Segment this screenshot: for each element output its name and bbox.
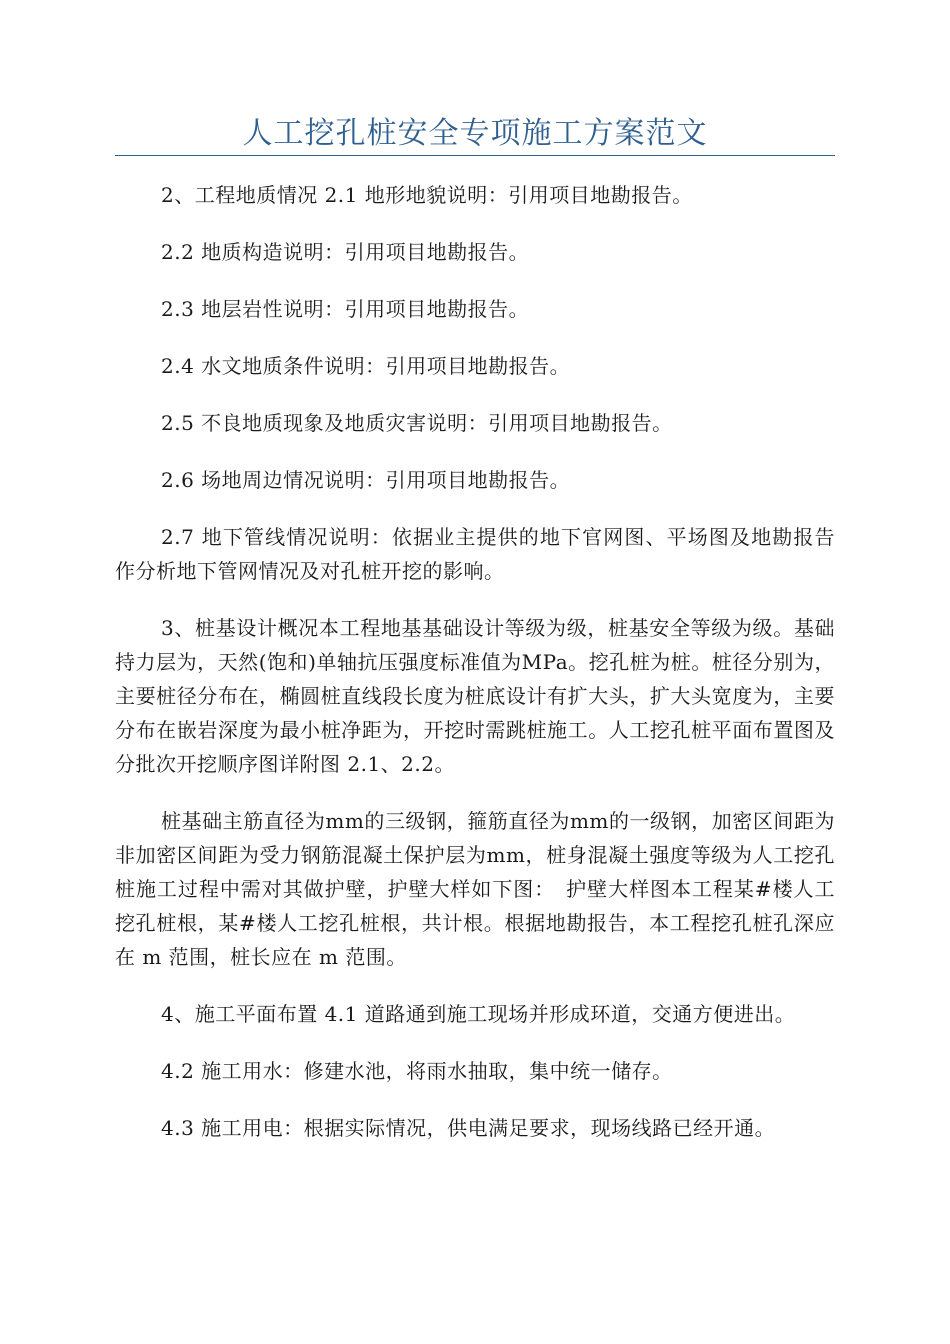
paragraph-4-3: 4.3 施工用电：根据实际情况，供电满足要求，现场线路已经开通。 (161, 1116, 776, 1140)
paragraph-2-2: 2.2 地质构造说明：引用项目地勘报告。 (161, 240, 530, 264)
paragraph-2-4: 2.4 水文地质条件说明：引用项目地勘报告。 (161, 354, 571, 378)
paragraph-2-7: 2.7 地下管线情况说明：依据业主提供的地下官网图、平场图及地勘报告作分析地下管网情况及对孔桩开挖的影响。 (115, 525, 835, 583)
paragraph-2-5: 2.5 不良地质现象及地质灾害说明：引用项目地勘报告。 (161, 411, 673, 435)
document-title: 人工挖孔桩安全专项施工方案范文 (242, 116, 708, 151)
paragraph-4-2: 4.2 施工用水：修建水池，将雨水抽取，集中统一储存。 (161, 1059, 673, 1083)
paragraph-2-1: 2、工程地质情况 2.1 地形地貌说明：引用项目地勘报告。 (161, 183, 693, 207)
document-body (115, 178, 835, 1168)
paragraph-2-3: 2.3 地层岩性说明：引用项目地勘报告。 (161, 297, 530, 321)
paragraph-2-6: 2.6 场地周边情况说明：引用项目地勘报告。 (161, 468, 571, 492)
title-underline (115, 155, 835, 156)
paragraph-3-rebar: 桩基础主筋直径为mm的三级钢，箍筋直径为mm的一级钢，加密区间距为非加密区间距为受力钢筋混凝土保护层为mm，桩身混凝土强度等级为人工挖孔桩施工过程中需对其做护壁，护壁大样如下图： 护壁大样图本工程某#楼人工挖孔桩根，某#楼人工挖孔桩根，共计根。根据地勘报告，本工程挖孔桩孔深应在 m 范围，桩长应在 m 范围。 (115, 809, 835, 969)
paragraph-4-1: 4、施工平面布置 4.1 道路通到施工现场并形成环道，交通方便进出。 (161, 1002, 796, 1026)
paragraph-3: 3、桩基设计概况本工程地基基础设计等级为级，桩基安全等级为级。基础持力层为，天然(饱和)单轴抗压强度标准值为MPa。挖孔桩为桩。桩径分别为，主要桩径分布在，椭圆桩直线段长度为桩底设计有扩大头，扩大头宽度为，主要分布在嵌岩深度为最小桩净距为，开挖时需跳桩施工。人工挖孔桩平面布置图及分批次开挖顺序图详附图 2.1、2.2。 (115, 616, 835, 776)
